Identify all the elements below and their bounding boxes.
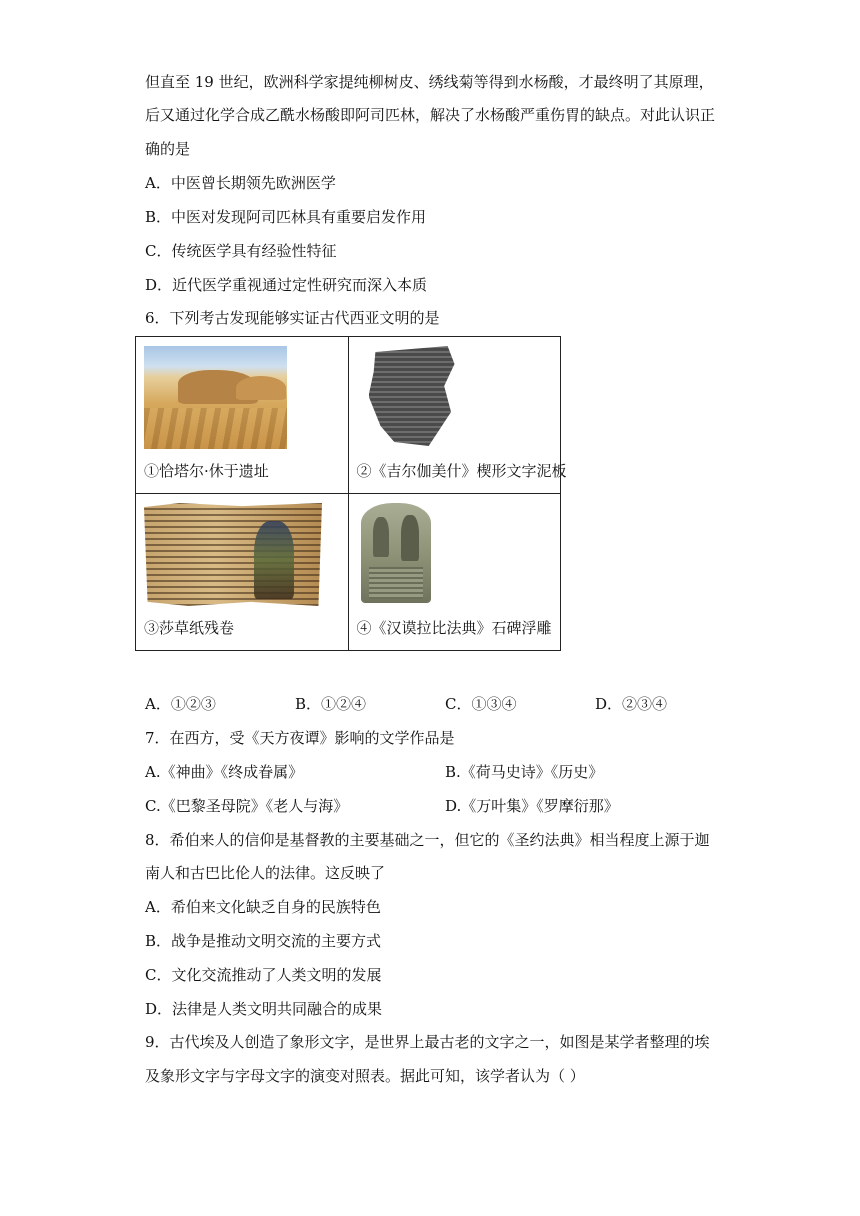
q6-caption-4: ④《汉谟拉比法典》石碑浮雕 bbox=[356, 619, 552, 637]
q6-caption-2: ②《吉尔伽美什》楔形文字泥板 bbox=[356, 462, 567, 480]
q6-option-c: C．①③④ bbox=[445, 695, 517, 713]
q5-option-a: A．中医曾长期领先欧洲医学 bbox=[145, 174, 336, 192]
q8-stem-line-2: 南人和古巴比伦人的法律。这反映了 bbox=[145, 864, 386, 882]
q5-option-c: C．传统医学具有经验性特征 bbox=[145, 242, 337, 260]
q8-option-c: C．文化交流推动了人类文明的发展 bbox=[145, 966, 382, 984]
intro-line-1: 但直至 19 世纪，欧洲科学家提纯柳树皮、绣线菊等得到水杨酸，才最终明了其原理， bbox=[145, 73, 714, 91]
q6-option-d: D．②③④ bbox=[595, 695, 668, 713]
q6-cell-2 bbox=[348, 337, 567, 494]
q5-option-d: D．近代医学重视通过定性研究而深入本质 bbox=[145, 276, 428, 294]
q7-option-c: C.《巴黎圣母院》《老人与海》 bbox=[145, 797, 349, 815]
q8-option-d: D．法律是人类文明共同融合的成果 bbox=[145, 1000, 383, 1018]
q9-stem-line-2: 及象形文字与字母文字的演变对照表。据此可知，该学者认为（ ） bbox=[145, 1067, 585, 1085]
q6-option-a: A．①②③ bbox=[145, 695, 216, 713]
papyrus-scroll-image bbox=[144, 503, 322, 606]
intro-line-2: 后又通过化学合成乙酰水杨酸即阿司匹林，解决了水杨酸严重伤胃的缺点。对此认识正 bbox=[145, 106, 716, 124]
q6-stem: 6．下列考古发现能够实证古代西亚文明的是 bbox=[145, 309, 440, 327]
q6-image-table bbox=[135, 336, 567, 651]
intro-line-3: 确的是 bbox=[145, 140, 191, 158]
q7-option-d: D.《万叶集》《罗摩衍那》 bbox=[445, 797, 619, 815]
q6-caption-1: ①恰塔尔·休于遗址 bbox=[144, 462, 269, 480]
q6-cell-3 bbox=[136, 494, 349, 651]
q6-cell-4 bbox=[348, 494, 561, 651]
q6-caption-3: ③莎草纸残卷 bbox=[144, 619, 235, 637]
q7-option-b: B.《荷马史诗》《历史》 bbox=[445, 763, 604, 781]
q5-option-b: B．中医对发现阿司匹林具有重要启发作用 bbox=[145, 208, 427, 226]
gilgamesh-tablet-image bbox=[357, 346, 455, 446]
q8-option-a: A．希伯来文化缺乏自身的民族特色 bbox=[145, 898, 381, 916]
q6-option-b: B．①②④ bbox=[295, 695, 367, 713]
q6-cell-1 bbox=[136, 337, 349, 494]
q7-option-a: A.《神曲》《终成眷属》 bbox=[145, 763, 304, 781]
q8-stem-line-1: 8．希伯来人的信仰是基督教的主要基础之一，但它的《圣约法典》相当程度上源于迦 bbox=[145, 831, 710, 849]
q7-stem: 7．在西方，受《天方夜谭》影响的文学作品是 bbox=[145, 729, 455, 747]
hammurabi-stele-image bbox=[357, 503, 431, 603]
q9-stem-line-1: 9．古代埃及人创造了象形文字，是世界上最古老的文字之一，如图是某学者整理的埃 bbox=[145, 1033, 710, 1051]
q8-option-b: B．战争是推动文明交流的主要方式 bbox=[145, 932, 382, 950]
catalhoyuk-site-image bbox=[144, 346, 287, 449]
